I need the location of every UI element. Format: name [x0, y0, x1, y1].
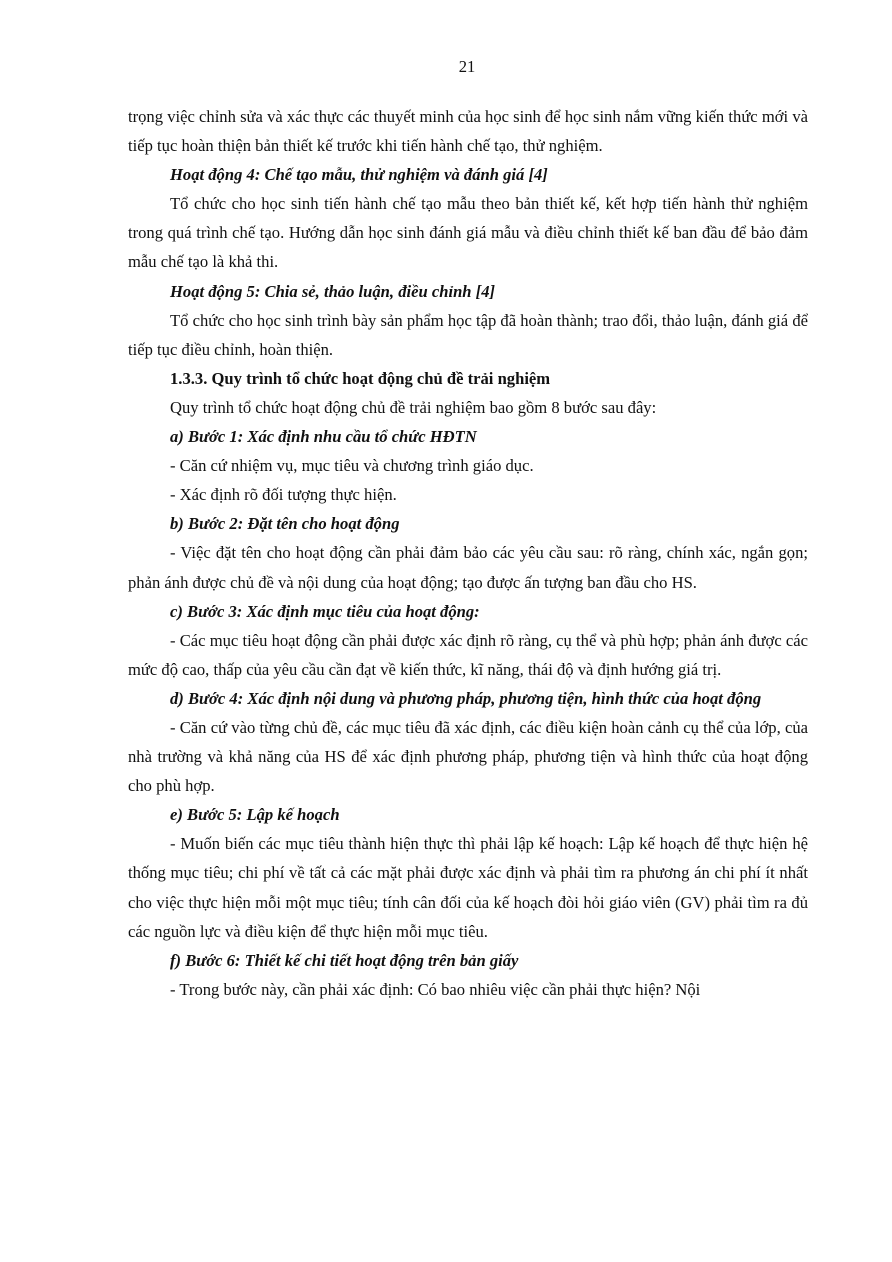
bullet-step-3: - Các mục tiêu hoạt động cần phải được xác định rõ ràng, cụ thể và phù hợp; phản ánh được các mức độ cao, thấp của yêu cầu cần đạt về kiến thức, kĩ năng, thái độ và định hướng giá trị. [128, 630, 808, 679]
heading-step-3: c) Bước 3: Xác định mục tiêu của hoạt động: [170, 601, 480, 621]
page-number: 21 [458, 57, 476, 76]
bullet-step-1-b: - Xác định rõ đối tượng thực hiện. [170, 485, 397, 505]
bullet-step-2: - Việc đặt tên cho hoạt động cần phải đảm bảo các yêu cầu sau: rõ ràng, chính xác, ngắn gọn; phản ánh được chủ đề và nội dung của hoạt động; tạo được ấn tượng ban đầu cho HS. [128, 543, 808, 592]
heading-step-6: f) Bước 6: Thiết kế chi tiết hoạt động trên bản giấy [170, 950, 519, 970]
bullet-step-4: - Căn cứ vào từng chủ đề, các mục tiêu đã xác định, các điều kiện hoàn cảnh cụ thể của lớp, của nhà trường và khả năng của HS để xác định phương pháp, phương tiện và hình thức của hoạt động cho phù hợp. [128, 717, 808, 796]
section-heading-1-3-3: 1.3.3. Quy trình tổ chức hoạt động chủ đề trải nghiệm [170, 368, 551, 388]
bullet-step-1-a: - Căn cứ nhiệm vụ, mục tiêu và chương trình giáo dục. [170, 456, 534, 476]
heading-step-5: e) Bước 5: Lập kế hoạch [170, 805, 340, 825]
paragraph-continuation: trọng việc chỉnh sửa và xác thực các thuyết minh của học sinh để học sinh nắm vững kiến thức mới và tiếp tục hoàn thiện bản thiết kế trước khi tiến hành chế tạo, thử nghiệm. [128, 107, 808, 156]
bullet-step-5: - Muốn biến các mục tiêu thành hiện thực thì phải lập kế hoạch: Lập kế hoạch để thực hiện hệ thống mục tiêu; chi phí về tất cả các mặt phải được xác định và phải tìm ra phương án chi phí ít nhất cho việc thực hiện mỗi một mục tiêu; tính cân đối của kế hoạch đòi hỏi giáo viên (GV) phải tìm ra đủ các nguồn lực và điều kiện để thực hiện mỗi mục tiêu. [128, 834, 808, 941]
paragraph-activity-5: Tổ chức cho học sinh trình bày sản phẩm học tập đã hoàn thành; trao đổi, thảo luận, đánh giá để tiếp tục điều chỉnh, hoàn thiện. [128, 310, 808, 359]
heading-step-1: a) Bước 1: Xác định nhu cầu tổ chức HĐTN [170, 427, 477, 447]
heading-step-4: d) Bước 4: Xác định nội dung và phương pháp, phương tiện, hình thức của hoạt động [170, 688, 762, 708]
heading-step-2: b) Bước 2: Đặt tên cho hoạt động [170, 514, 400, 534]
paragraph-process-intro: Quy trình tổ chức hoạt động chủ đề trải nghiệm bao gồm 8 bước sau đây: [170, 397, 657, 417]
page-body [128, 102, 808, 1004]
heading-activity-4: Hoạt động 4: Chế tạo mẫu, thử nghiệm và đánh giá [4] [170, 165, 548, 185]
bullet-step-6: - Trong bước này, cần phải xác định: Có bao nhiêu việc cần phải thực hiện? Nội [170, 979, 701, 999]
paragraph-activity-4: Tổ chức cho học sinh tiến hành chế tạo mẫu theo bản thiết kế, kết hợp tiến hành thử nghiệm trong quá trình chế tạo. Hướng dẫn học sinh đánh giá mẫu và điều chỉnh thiết kế ban đầu để bảo đảm mẫu chế tạo là khả thi. [128, 194, 808, 272]
heading-activity-5: Hoạt động 5: Chia sẻ, thảo luận, điều chỉnh [4] [170, 281, 496, 301]
